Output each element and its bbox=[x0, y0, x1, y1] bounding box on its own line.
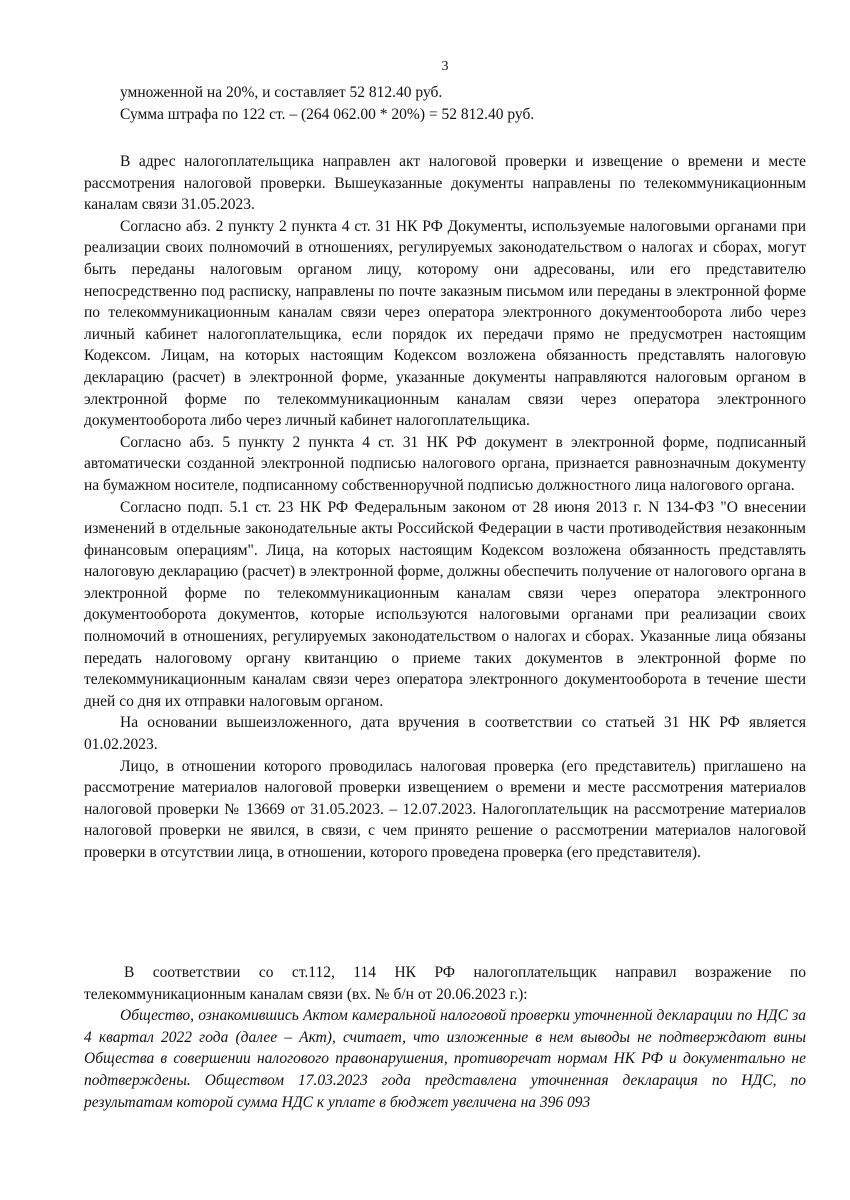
paragraph-objection-intro: В соответствии со ст.112, 114 НК РФ налогоплательщик направил возражение по телекоммуникационным каналам связи (вх. № б/н от 20.06.2023 г.): bbox=[84, 964, 806, 1003]
paragraph-penalty-sum: Сумма штрафа по 122 ст. – (264 062.00 * 20%) = 52 812.40 руб. bbox=[120, 105, 535, 123]
intro-text-block bbox=[84, 82, 806, 125]
paragraph-article-23: Согласно подп. 5.1 ст. 23 НК РФ Федеральным законом от 28 июня 2013 г. N 134-ФЗ "О внесении изменений в отдельные законодательные акты Российской Федерации в части противодействия незаконным финансовым операциям". Лица, на которых настоящим Кодексом возложена обязанность представлять налоговую декларацию (расчет) в электронной форме, должны обеспечить получение от налогового органа в электронной форме по телекоммуникационным каналам связи через оператора электронного документооборота документов, которые используются налоговыми органами при реализации своих полномочий в отношениях, регулируемых законодательством о налогах и сборах. Указанные лица обязаны передать налоговому органу квитанцию о приеме таких документов в электронной форме по телекоммуникационным каналам связи через оператора электронного документооборота в течение шести дней со дня их отправки налоговым органом. bbox=[84, 498, 806, 710]
page-number: 3 bbox=[441, 59, 449, 74]
objection-text-block bbox=[84, 962, 806, 1113]
paragraph-act-sent: В адрес налогоплательщика направлен акт налоговой проверки и извещение о времени и месте рассмотрения налоговой проверки. Вышеуказанные документы направлены по телекоммуникационным каналам связи 31.05.2023. bbox=[84, 153, 806, 214]
paragraph-objection-quote: Общество, ознакомившись Актом камеральной налоговой проверки уточненной декларации по НДС за 4 квартал 2022 года (далее – Акт), считает, что изложенные в нем выводы не подтверждают вины Общества в совершении налогового правонарушения, противоречат нормам НК РФ и документально не подтверждены. Обществом 17.03.2023 года представлена уточненная декларация по НДС, по результатам которой сумма НДС к уплате в бюджет увеличена на 396 093 bbox=[84, 1007, 806, 1111]
paragraph-article-31-abz2: Согласно абз. 2 пункту 2 пункта 4 ст. 31 НК РФ Документы, используемые налоговыми органами при реализации своих полномочий в отношениях, регулируемых законодательством о налогах и сборах, могут быть переданы налоговым органом лицу, которому они адресованы, или его представителю непосредственно под расписку, направлены по почте заказным письмом или переданы в электронной форме по телекоммуникационным каналам связи через оператора электронного документооборота либо через личный кабинет налогоплательщика, если порядок их передачи прямо не предусмотрен настоящим Кодексом. Лицам, на которых настоящим Кодексом возложена обязанность представлять налоговую декларацию (расчет) в электронной форме, указанные документы направляются налоговым органом в электронной форме по телекоммуникационным каналам связи через оператора электронного документооборота либо через личный кабинет налогоплательщика. bbox=[84, 217, 806, 430]
paragraph-article-31-abz5: Согласно абз. 5 пункту 2 пункта 4 ст. 31 НК РФ документ в электронной форме, подписанный автоматически созданной электронной подписью налогового органа, признается равнозначным документу на бумажном носителе, подписанному собственноручной подписью должностного лица налогового органа. bbox=[84, 433, 806, 494]
paragraph-review-invitation: Лицо, в отношении которого проводилась налоговая проверка (его представитель) приглашено на рассмотрение материалов налоговой проверки извещением о времени и месте рассмотрения материалов налоговой проверки № 13669 от 31.05.2023. – 12.07.2023. Налогоплательщик на рассмотрение материалов налоговой проверки не явился, в связи, с чем принято решение о рассмотрении материалов налоговой проверки в отсутствии лица, в отношении, которого проведена проверка (его представителя). bbox=[84, 757, 806, 861]
main-text-block bbox=[84, 151, 806, 864]
paragraph-penalty-continuation: умноженной на 20%, и составляет 52 812.40 руб. bbox=[120, 84, 443, 101]
paragraph-delivery-date: На основании вышеизложенного, дата вручения в соответствии со статьей 31 НК РФ является 01.02.2023. bbox=[84, 714, 806, 754]
